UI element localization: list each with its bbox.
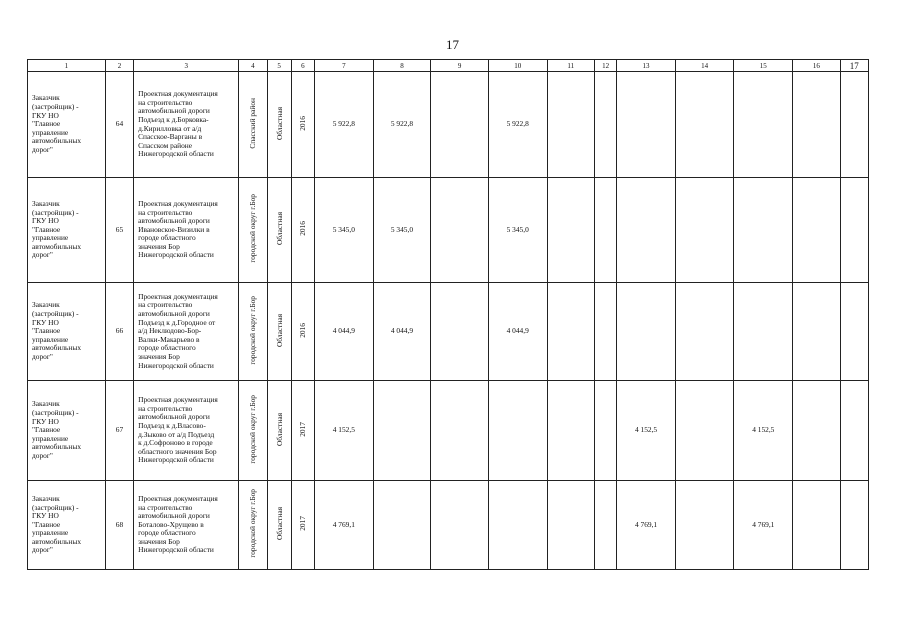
amount-c15 xyxy=(734,178,793,283)
cell-line: автомобильных xyxy=(32,241,82,251)
amount-c12 xyxy=(595,72,617,178)
cell-line: Проектная документация xyxy=(138,89,218,99)
amount-c10: 5 345,0 xyxy=(488,178,547,283)
amount-c12 xyxy=(595,381,617,481)
customer-cell xyxy=(28,381,106,481)
amount-c17 xyxy=(840,283,868,381)
amount-c15 xyxy=(734,283,793,381)
amount-c10: 5 922,8 xyxy=(488,72,547,178)
column-number: 3 xyxy=(134,60,239,72)
cell-line: Боталово-Хрущево в xyxy=(138,519,204,529)
amount-c9 xyxy=(431,178,489,283)
cell-line: "Главное xyxy=(32,519,61,529)
cell-line: дорог" xyxy=(32,144,53,154)
cell-line: Подъезд к д.Городное от xyxy=(138,317,216,327)
cell-line: Проектная документация xyxy=(138,395,218,405)
amount-c7: 4 044,9 xyxy=(315,283,374,381)
amount-c15 xyxy=(734,72,793,178)
amount-c17 xyxy=(840,178,868,283)
cell-line: "Главное xyxy=(32,119,61,129)
cell-line: автомобильной дороги xyxy=(138,511,210,521)
cell-line: Проектная документация xyxy=(138,493,218,503)
amount-c14 xyxy=(675,178,734,283)
year-text: 2016 xyxy=(298,322,308,338)
column-number: 13 xyxy=(617,60,676,72)
cell-line: к д.Софроново в городе xyxy=(138,438,213,448)
column-number: 16 xyxy=(793,60,841,72)
column-number: 2 xyxy=(105,60,133,72)
cell-line: автомобильных xyxy=(32,343,82,353)
level-text: Областная xyxy=(274,313,284,347)
cell-line: Нижегородской области xyxy=(138,149,214,159)
cell-line: областного значения Бор xyxy=(138,446,217,456)
amount-c11 xyxy=(547,178,595,283)
column-number: 12 xyxy=(595,60,617,72)
ownership-level-cell xyxy=(267,283,291,381)
year-text: 2017 xyxy=(298,421,308,437)
column-number: 9 xyxy=(431,60,489,72)
ownership-level-cell xyxy=(267,72,291,178)
cell-line: ГКУ НО xyxy=(32,416,59,426)
cell-line: на строительство xyxy=(138,300,193,310)
amount-c17 xyxy=(840,381,868,481)
amount-c15: 4 152,5 xyxy=(734,381,793,481)
table-row xyxy=(28,72,869,178)
cell-line: городе областного xyxy=(138,233,196,243)
cell-line: Проектная документация xyxy=(138,198,218,208)
amount-c12 xyxy=(595,283,617,381)
cell-line: на строительство xyxy=(138,403,193,413)
cell-line: Ивановское-Визилки в xyxy=(138,224,210,234)
amount-c17 xyxy=(840,481,868,570)
cell-line: автомобильных xyxy=(32,536,82,546)
amount-c16 xyxy=(793,72,841,178)
table-row xyxy=(28,178,869,283)
amount-c8: 4 044,9 xyxy=(373,283,431,381)
level-text: Областная xyxy=(274,507,284,541)
district-cell xyxy=(239,481,267,570)
cell-line: д.Зыково от а/д Подъезд xyxy=(138,429,215,439)
cell-line: управление xyxy=(32,127,69,137)
district-cell xyxy=(239,178,267,283)
district-cell xyxy=(239,72,267,178)
table-row xyxy=(28,283,869,381)
district-text: городской округ г.Бор xyxy=(248,394,258,464)
district-text: городской округ г.Бор xyxy=(248,194,258,264)
cell-line: на строительство xyxy=(138,207,193,217)
cell-line: дорог" xyxy=(32,545,53,555)
cell-line: управление xyxy=(32,433,69,443)
column-number: 6 xyxy=(291,60,314,72)
cell-line: Нижегородской области xyxy=(138,360,214,370)
customer-cell xyxy=(28,178,106,283)
cell-line: городе областного xyxy=(138,528,196,538)
column-number: 7 xyxy=(315,60,374,72)
column-number: 14 xyxy=(675,60,734,72)
amount-c7: 5 922,8 xyxy=(315,72,374,178)
amount-c14 xyxy=(675,283,734,381)
cell-line: Подъезд к д.Власово- xyxy=(138,420,206,430)
cell-line: (застройщик) - xyxy=(32,309,79,319)
column-number: 8 xyxy=(373,60,431,72)
column-number: 4 xyxy=(239,60,267,72)
ownership-level-cell xyxy=(267,381,291,481)
amount-c14 xyxy=(675,381,734,481)
amount-c9 xyxy=(431,72,489,178)
cell-line: ГКУ НО xyxy=(32,511,59,521)
cell-line: Нижегородской области xyxy=(138,455,214,465)
cell-line: значения Бор xyxy=(138,351,180,361)
cell-line: автомобильной дороги xyxy=(138,106,210,116)
amount-c11 xyxy=(547,283,595,381)
year-cell xyxy=(291,381,314,481)
cell-line: Спасское-Варганы в xyxy=(138,132,203,142)
customer-cell xyxy=(28,481,106,570)
amount-c8: 5 345,0 xyxy=(373,178,431,283)
cell-line: Заказчик xyxy=(32,493,60,503)
cell-line: Валки-Макарьево в xyxy=(138,334,200,344)
year-text: 2016 xyxy=(298,115,308,131)
amount-c13: 4 152,5 xyxy=(617,381,676,481)
cell-line: автомобильной дороги xyxy=(138,412,210,422)
year-cell xyxy=(291,283,314,381)
object-description xyxy=(134,381,239,481)
cell-line: управление xyxy=(32,233,69,243)
cell-line: "Главное xyxy=(32,224,61,234)
amount-c9 xyxy=(431,481,489,570)
district-cell xyxy=(239,381,267,481)
cell-line: на строительство xyxy=(138,97,193,107)
amount-c13 xyxy=(617,178,676,283)
cell-line: "Главное xyxy=(32,425,61,435)
cell-line: Спасском районе xyxy=(138,140,193,150)
amount-c9 xyxy=(431,381,489,481)
cell-line: Заказчик xyxy=(32,300,60,310)
amount-c7: 5 345,0 xyxy=(315,178,374,283)
amount-c17 xyxy=(840,72,868,178)
column-number: 11 xyxy=(547,60,595,72)
amount-c13 xyxy=(617,283,676,381)
amount-c14 xyxy=(675,481,734,570)
amount-c11 xyxy=(547,72,595,178)
column-number: 5 xyxy=(267,60,291,72)
cell-line: Нижегородской области xyxy=(138,545,214,555)
year-cell xyxy=(291,178,314,283)
cell-line: Заказчик xyxy=(32,399,60,409)
cell-line: "Главное xyxy=(32,326,61,336)
cell-line: автомобильных xyxy=(32,136,82,146)
amount-c10: 4 044,9 xyxy=(488,283,547,381)
cell-line: ГКУ НО xyxy=(32,110,59,120)
cell-line: автомобильных xyxy=(32,442,82,452)
object-description xyxy=(134,178,239,283)
object-description xyxy=(134,283,239,381)
object-number: 67 xyxy=(105,381,133,481)
amount-c16 xyxy=(793,178,841,283)
cell-line: автомобильной дороги xyxy=(138,309,210,319)
year-cell xyxy=(291,72,314,178)
year-cell xyxy=(291,481,314,570)
object-number: 68 xyxy=(105,481,133,570)
cell-line: Нижегородской области xyxy=(138,250,214,260)
page-number: 17 xyxy=(446,37,459,52)
object-number: 65 xyxy=(105,178,133,283)
object-description xyxy=(134,72,239,178)
cell-line: Заказчик xyxy=(32,198,60,208)
cell-line: (застройщик) - xyxy=(32,502,79,512)
cell-line: Подъезд к д.Борковка- xyxy=(138,114,209,124)
cell-line: автомобильной дороги xyxy=(138,216,210,226)
cell-line: (застройщик) - xyxy=(32,408,79,418)
amount-c16 xyxy=(793,283,841,381)
cell-line: (застройщик) - xyxy=(32,102,79,112)
level-text: Областная xyxy=(274,212,284,246)
cell-line: значения Бор xyxy=(138,241,180,251)
object-number: 64 xyxy=(105,72,133,178)
table-row xyxy=(28,381,869,481)
column-number: 1 xyxy=(28,60,106,72)
cell-line: Заказчик xyxy=(32,93,60,103)
amount-c16 xyxy=(793,481,841,570)
district-text: Спасский район xyxy=(248,97,258,149)
cell-line: (застройщик) - xyxy=(32,207,79,217)
district-cell xyxy=(239,283,267,381)
amount-c10 xyxy=(488,481,547,570)
column-number: 10 xyxy=(488,60,547,72)
level-text: Областная xyxy=(274,106,284,140)
cell-line: значения Бор xyxy=(138,536,180,546)
cell-line: дорог" xyxy=(32,250,53,260)
amount-c9 xyxy=(431,283,489,381)
amount-c8 xyxy=(373,381,431,481)
amount-c7: 4 152,5 xyxy=(315,381,374,481)
district-text: городской округ г.Бор xyxy=(248,295,258,365)
object-description xyxy=(134,481,239,570)
amount-c8 xyxy=(373,481,431,570)
customer-cell xyxy=(28,283,106,381)
cell-line: ГКУ НО xyxy=(32,317,59,327)
cell-line: управление xyxy=(32,334,69,344)
amount-c13 xyxy=(617,72,676,178)
amount-c12 xyxy=(595,178,617,283)
customer-cell xyxy=(28,72,106,178)
ownership-level-cell xyxy=(267,178,291,283)
cell-line: на строительство xyxy=(138,502,193,512)
amount-c8: 5 922,8 xyxy=(373,72,431,178)
level-text: Областная xyxy=(274,412,284,446)
cell-line: а/д Неклюдово-Бор- xyxy=(138,326,202,336)
cell-line: управление xyxy=(32,528,69,538)
district-text: городской округ г.Бор xyxy=(248,489,258,559)
year-text: 2016 xyxy=(298,221,308,237)
amount-c14 xyxy=(675,72,734,178)
object-number: 66 xyxy=(105,283,133,381)
amount-c11 xyxy=(547,481,595,570)
column-number-row xyxy=(28,60,869,72)
ownership-level-cell xyxy=(267,481,291,570)
amount-c13: 4 769,1 xyxy=(617,481,676,570)
cell-line: городе областного xyxy=(138,343,196,353)
column-number: 15 xyxy=(734,60,793,72)
amount-c16 xyxy=(793,381,841,481)
cell-line: дорог" xyxy=(32,351,53,361)
cell-line: дорог" xyxy=(32,450,53,460)
year-text: 2017 xyxy=(298,516,308,532)
cell-line: ГКУ НО xyxy=(32,216,59,226)
investment-table xyxy=(27,59,869,570)
amount-c11 xyxy=(547,381,595,481)
amount-c7: 4 769,1 xyxy=(315,481,374,570)
amount-c15: 4 769,1 xyxy=(734,481,793,570)
table-row xyxy=(28,481,869,570)
cell-line: Проектная документация xyxy=(138,291,218,301)
column-number: 17 xyxy=(840,60,868,72)
amount-c10 xyxy=(488,381,547,481)
cell-line: д.Кирилловка от а/д xyxy=(138,123,202,133)
amount-c12 xyxy=(595,481,617,570)
